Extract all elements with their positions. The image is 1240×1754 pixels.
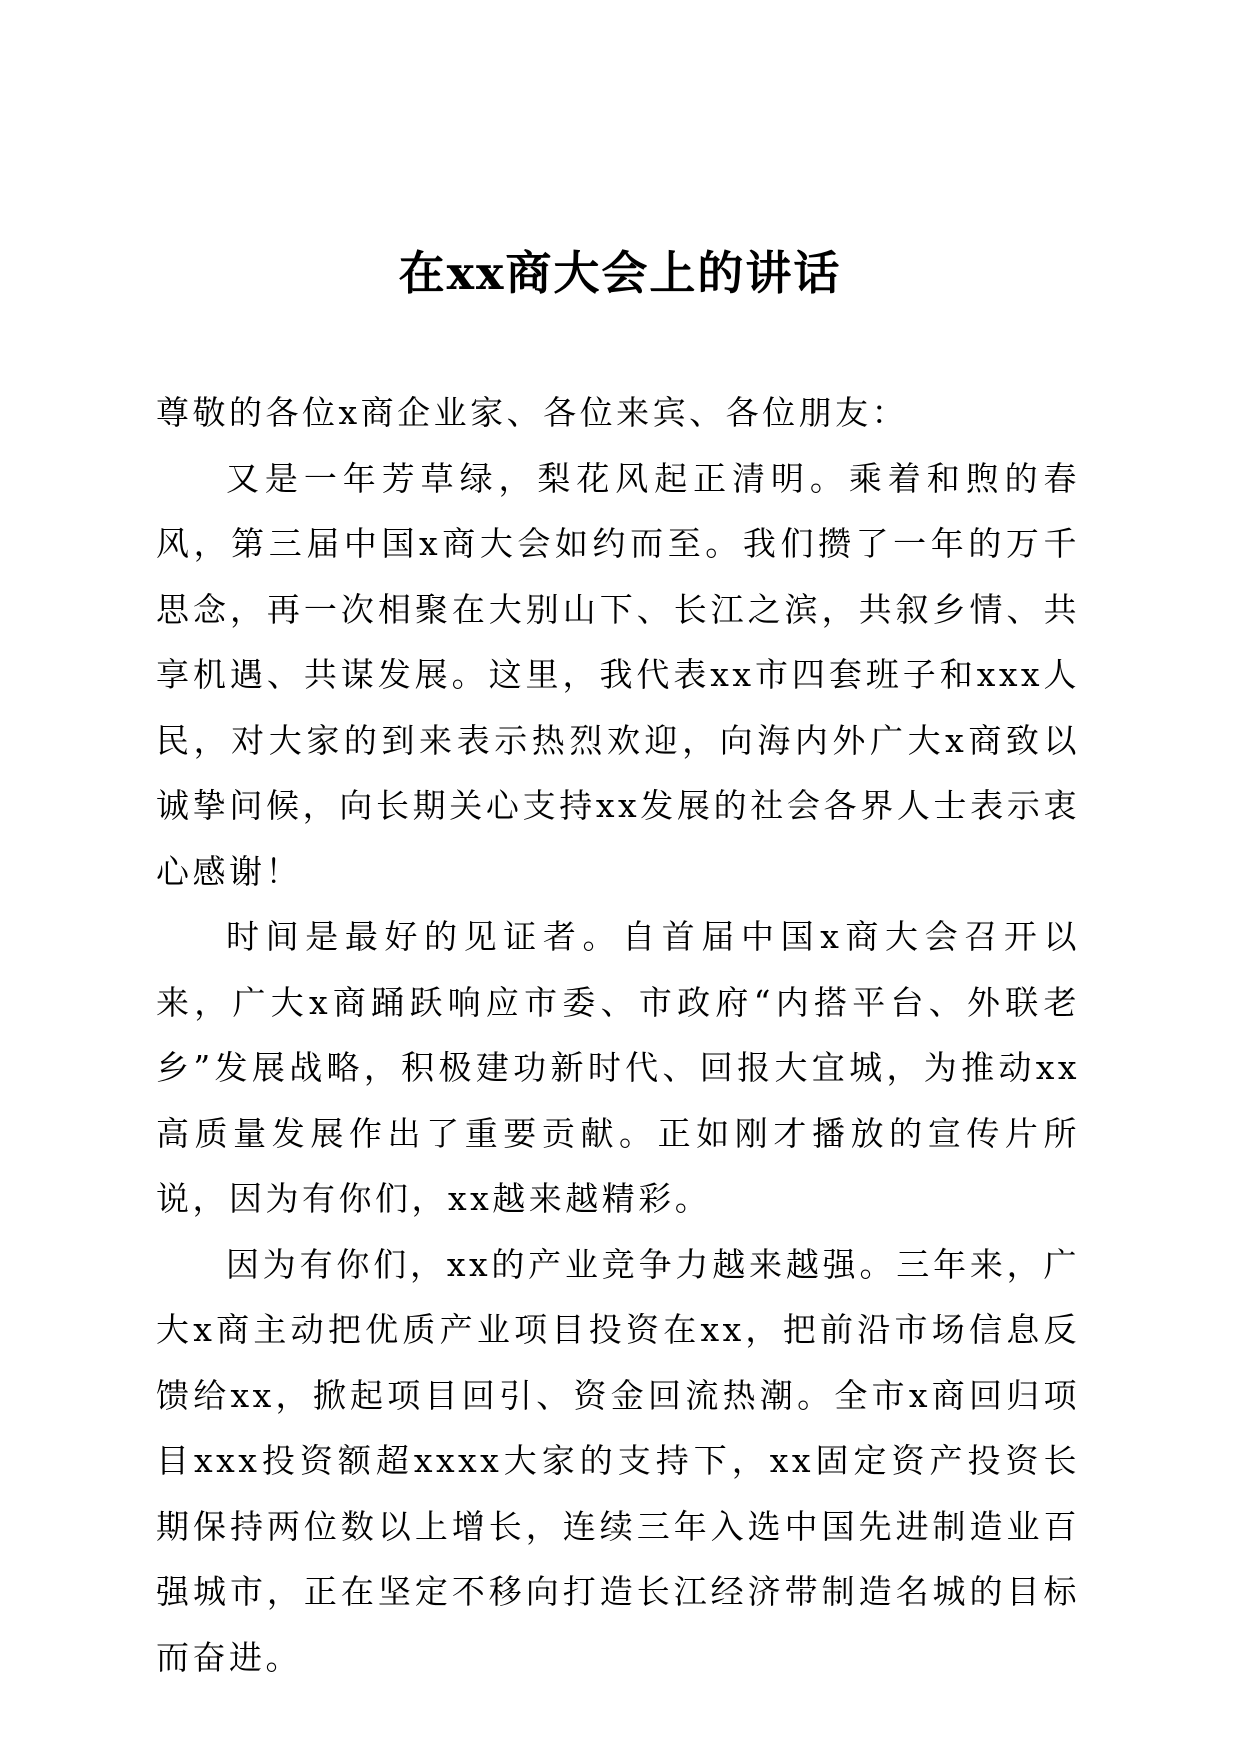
paragraph-industry: 因为有你们，xx的产业竞争力越来越强。三年来，广大x商主动把优质产业项目投资在xx，把前沿市场信息反馈给xx，掀起项目回引、资金回流热潮。全市x商回归项目xxx投资额超xxxx大家的支持下，xx固定资产投资长期保持两位数以上增长，连续三年入选中国先进制造业百强城市，正在坚定不移向打造长江经济带制造名城的目标而奋进。 (156, 1244, 1080, 1677)
document-body (156, 380, 1080, 1690)
salutation: 尊敬的各位x商企业家、各位来宾、各位朋友： (156, 393, 909, 432)
document-title: 在xx商大会上的讲话 (398, 246, 842, 300)
paragraph-welcome: 又是一年芳草绿，梨花风起正清明。乘着和煦的春风，第三届中国x商大会如约而至。我们攒了一年的万千思念，再一次相聚在大别山下、长江之滨，共叙乡情、共享机遇、共谋发展。这里，我代表xx市四套班子和xxx人民，对大家的到来表示热烈欢迎，向海内外广大x商致以诚挚问候，向长期关心支持xx发展的社会各界人士表示衷心感谢！ (156, 458, 1080, 891)
paragraph-witness: 时间是最好的见证者。自首届中国x商大会召开以来，广大x商踊跃响应市委、市政府“内搭平台、外联老乡”发展战略，积极建功新时代、回报大宜城，为推动xx高质量发展作出了重要贡献。正如刚才播放的宣传片所说，因为有你们，xx越来越精彩。 (156, 917, 1080, 1218)
